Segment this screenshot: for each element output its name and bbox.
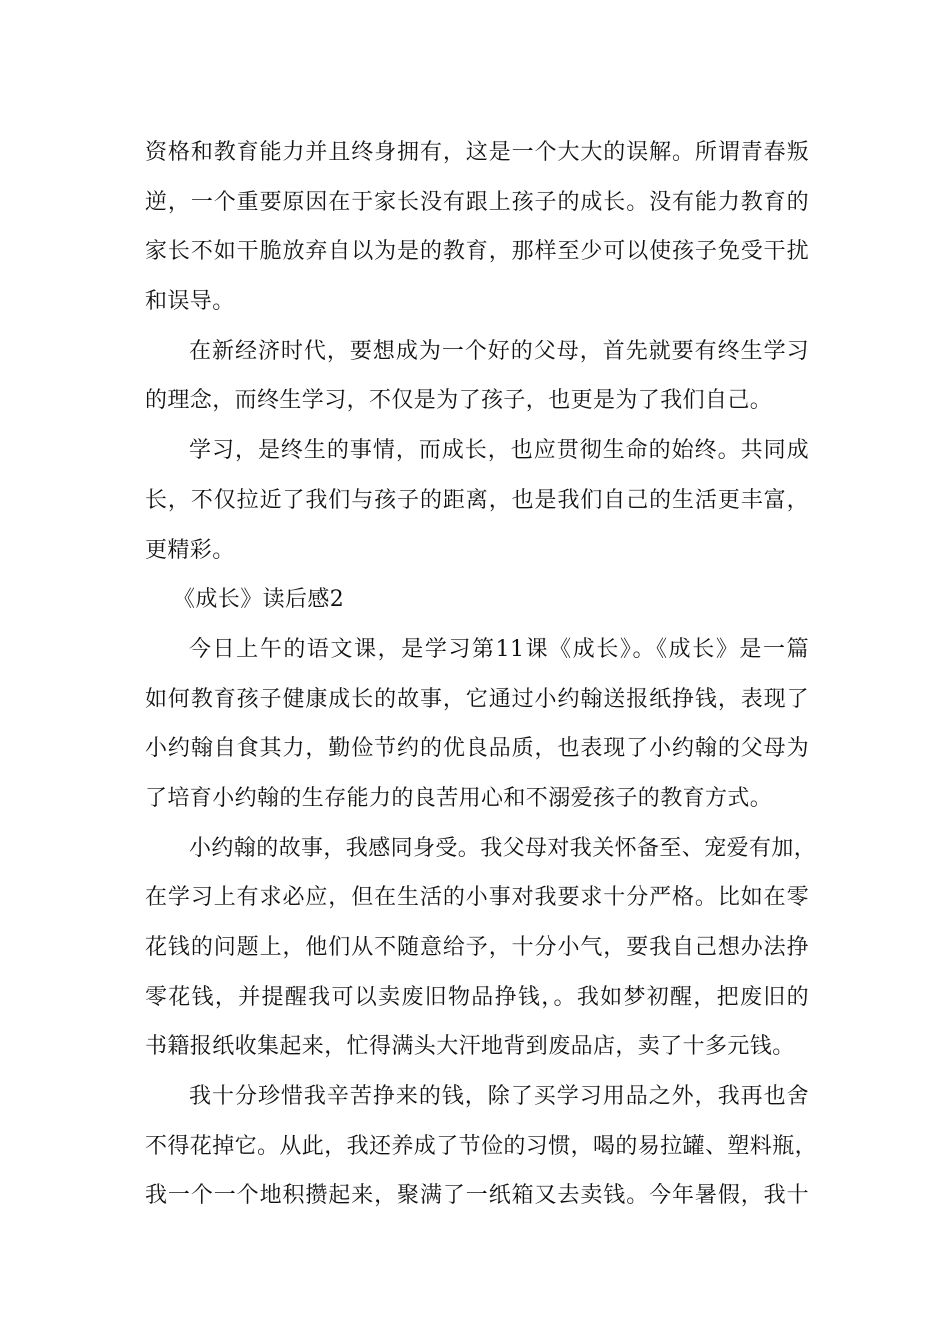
text-line: 在学习上有求必应，但在生活的小事对我要求十分严格。比如在零 bbox=[145, 885, 809, 911]
text-line: 我一个一个地积攒起来，聚满了一纸箱又去卖钱。今年暑假，我十 bbox=[145, 1183, 809, 1209]
text-line: 不得花掉它。从此，我还养成了节俭的习惯，喝的易拉罐、塑料瓶， bbox=[145, 1133, 818, 1159]
text-line: 零花钱，并提醒我可以卖废旧物品挣钱，。我如梦初醒，把废旧的 bbox=[145, 984, 809, 1010]
text-line: 长，不仅拉近了我们与孩子的距离，也是我们自己的生活更丰富， bbox=[145, 487, 809, 513]
section-heading: 《成长》读后感2 bbox=[173, 587, 345, 613]
document-body bbox=[145, 128, 818, 1221]
text-line: 资格和教育能力并且终身拥有，这是一个大大的误解。所谓青春叛 bbox=[145, 140, 809, 165]
text-line: 更精彩。 bbox=[145, 537, 235, 563]
text-line: 的理念，而终生学习，不仅是为了孩子，也更是为了我们自己。 bbox=[145, 388, 773, 414]
text-line: 和误导。 bbox=[145, 289, 235, 315]
text-line: 了培育小约翰的生存能力的良苦用心和不溺爱孩子的教育方式。 bbox=[145, 785, 773, 811]
text-line: 小约翰自食其力，勤俭节约的优良品质，也表现了小约翰的父母为 bbox=[145, 736, 809, 762]
text-line: 我十分珍惜我辛苦挣来的钱，除了买学习用品之外，我再也舍 bbox=[189, 1084, 809, 1110]
text-line: 今日上午的语文课，是学习第11课《成长》。《成长》是一篇 bbox=[189, 636, 809, 662]
text-line: 书籍报纸收集起来，忙得满头大汗地背到废品店，卖了十多元钱。 bbox=[145, 1034, 795, 1060]
text-line: 家长不如干脆放弃自以为是的教育，那样至少可以使孩子免受干扰 bbox=[145, 239, 809, 265]
text-line: 如何教育孩子健康成长的故事，它通过小约翰送报纸挣钱，表现了 bbox=[145, 686, 809, 712]
text-line: 学习，是终生的事情，而成长，也应贯彻生命的始终。共同成 bbox=[189, 438, 809, 464]
text-line: 花钱的问题上，他们从不随意给予，十分小气，要我自己想办法挣 bbox=[145, 935, 809, 960]
text-line: 小约翰的故事，我感同身受。我父母对我关怀备至、宠爱有加， bbox=[189, 835, 817, 861]
text-line: 在新经济时代，要想成为一个好的父母，首先就要有终生学习 bbox=[189, 338, 809, 364]
text-line: 逆，一个重要原因在于家长没有跟上孩子的成长。没有能力教育的 bbox=[145, 189, 809, 215]
